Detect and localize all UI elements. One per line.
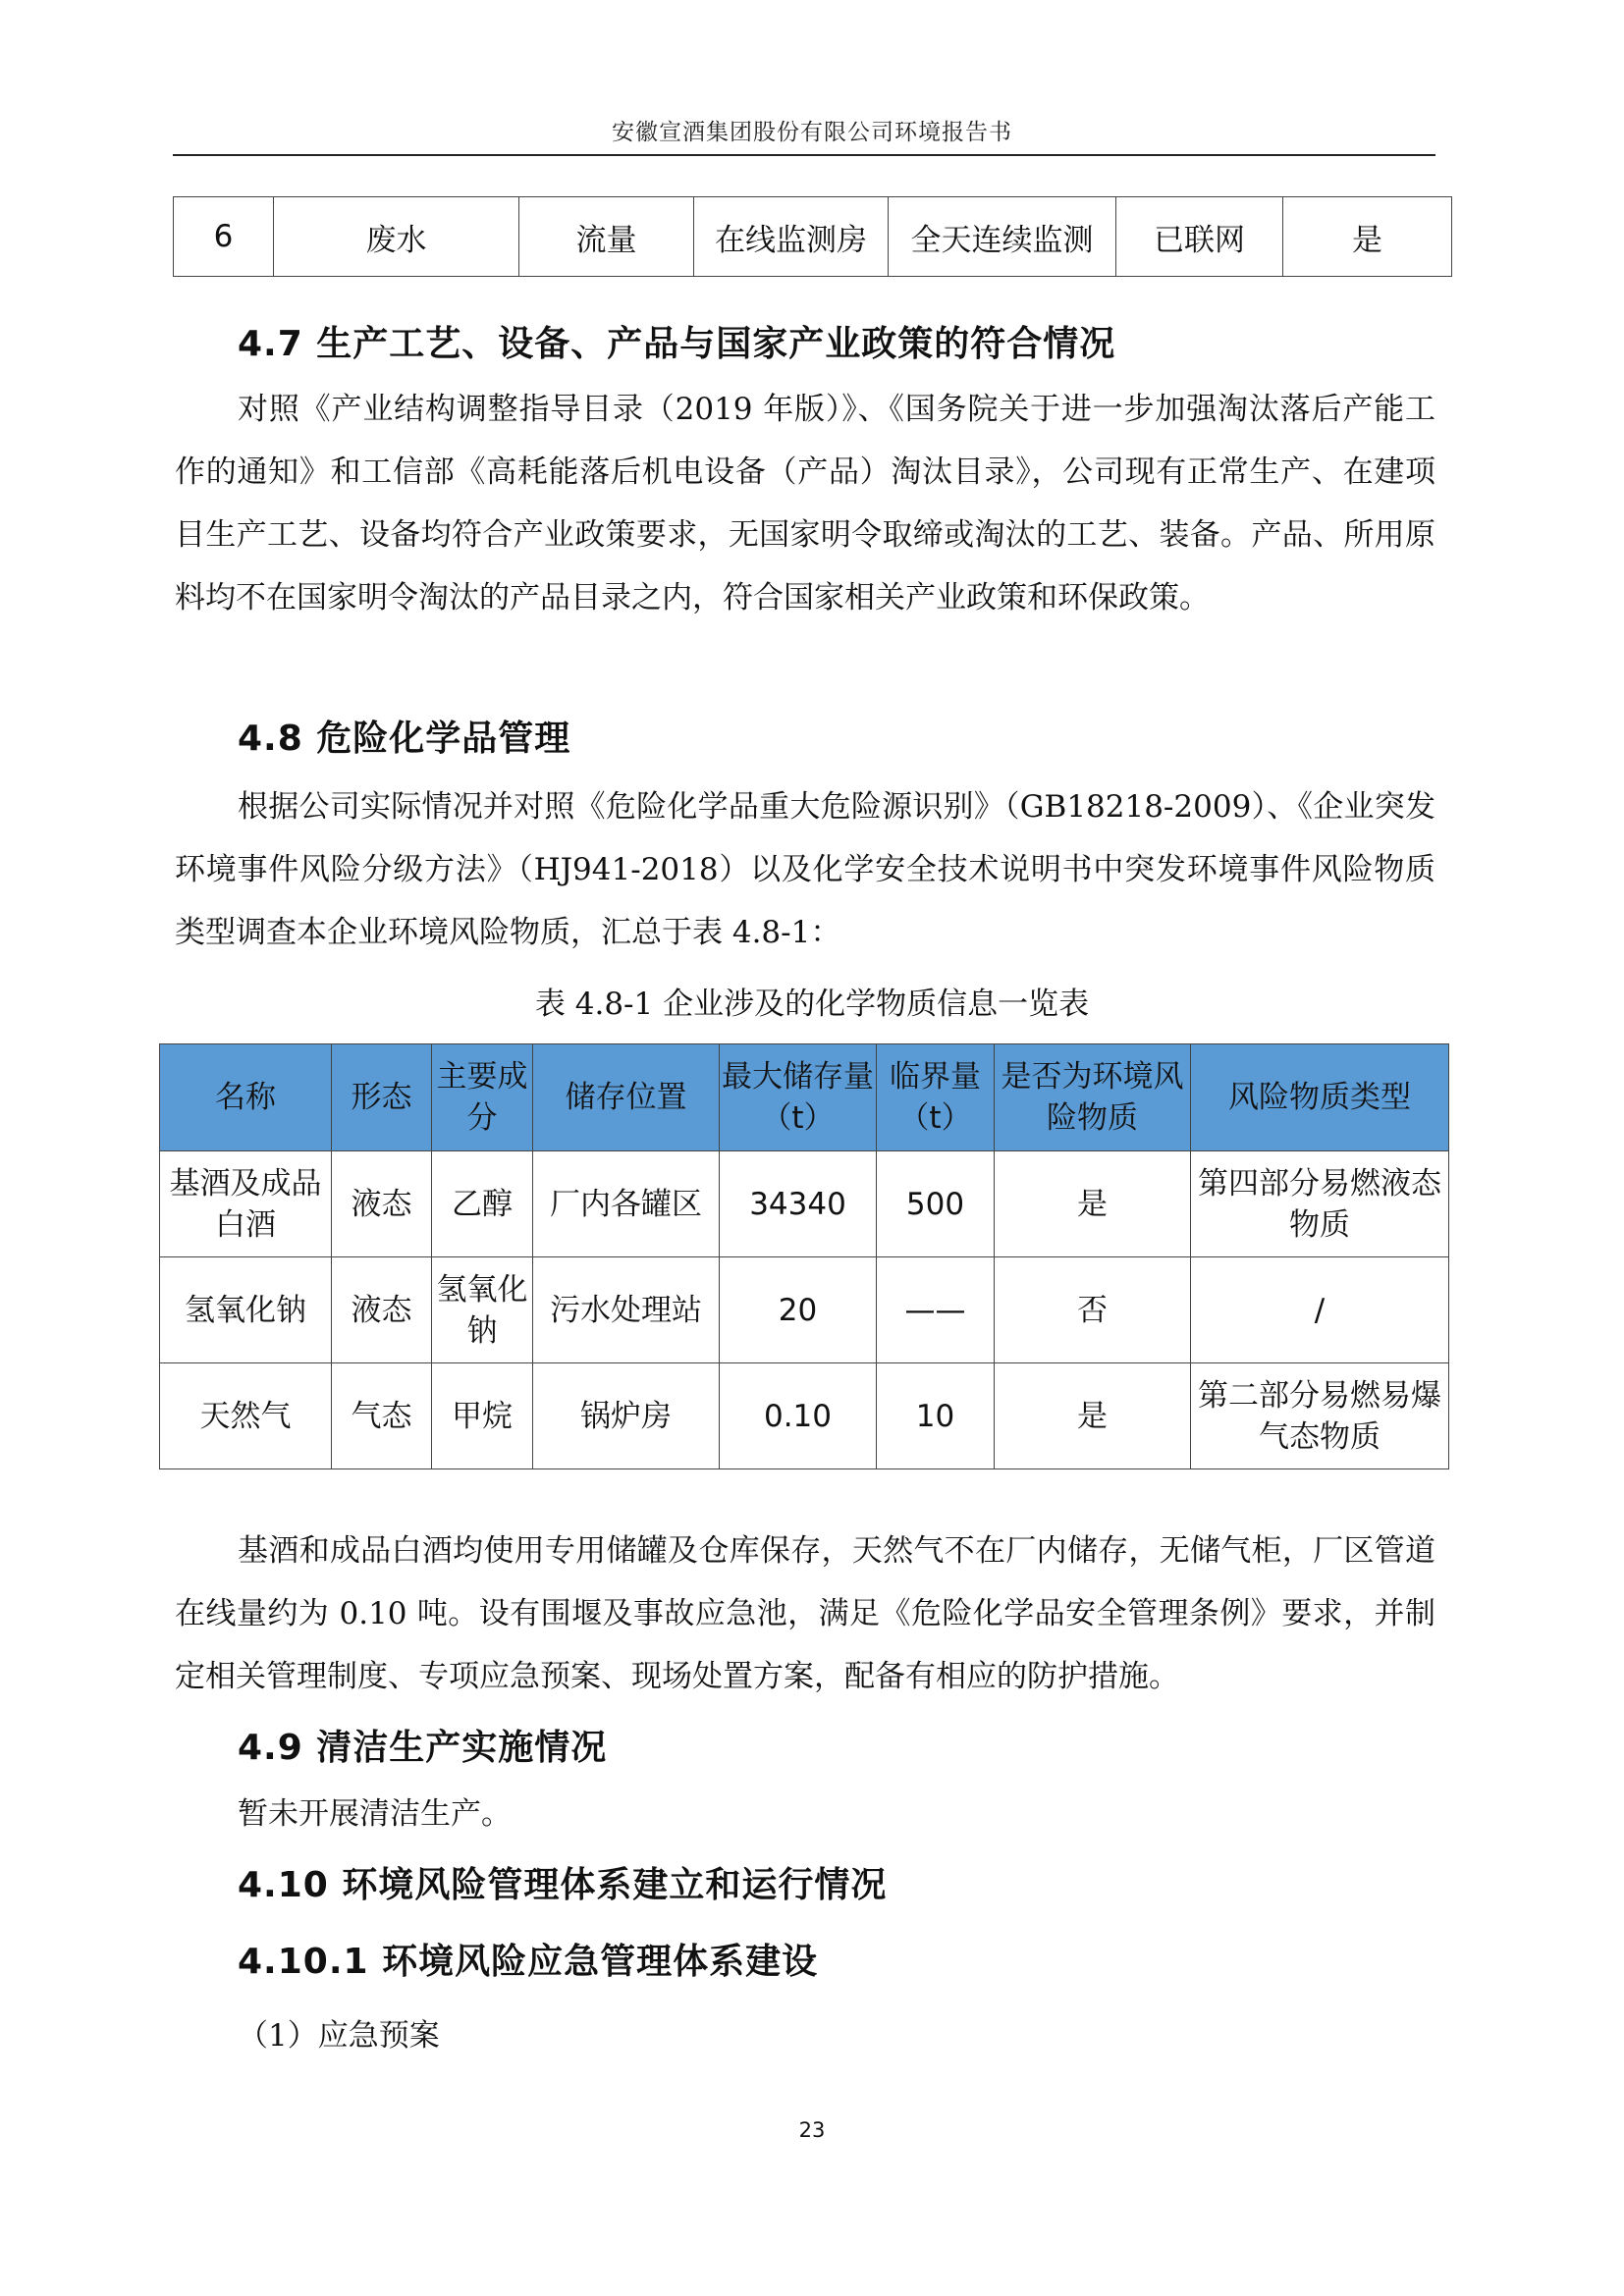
table-row [160,1363,1449,1469]
table-cell: 液态 [332,1257,432,1363]
header-divider [173,154,1435,156]
page-header-title: 安徽宣酒集团股份有限公司环境报告书 [612,120,1012,145]
table-cell: 氢氧化钠 [432,1257,533,1363]
section-heading-4-8: 4.8 危险化学品管理 [238,719,571,759]
column-header: 最大储存量（t） [720,1044,877,1151]
section-4-8-paragraph: 根据公司实际情况并对照《危险化学品重大危险源识别》（GB18218-2009）、《企业突发环境事件风险分级方法》（HJ941-2018）以及化学安全技术说明书中突发环境事件风险物质类型调查本企业环境风险物质，汇总于表 4.8-1： [175,789,1435,950]
section-4-9-text: 暂未开展清洁生产。 [238,1796,512,1832]
table-cell: 10 [877,1363,995,1469]
column-header: 储存位置 [533,1044,720,1151]
table-cell: 基酒及成品白酒 [160,1151,332,1257]
table-cell: 第四部分易燃液态物质 [1191,1151,1449,1257]
table-cell: 已联网 [1116,197,1283,277]
column-header: 主要成分 [432,1044,533,1151]
table-cell: 500 [877,1151,995,1257]
section-heading-4-9: 4.9 清洁生产实施情况 [238,1728,608,1768]
table-cell: 是 [995,1151,1191,1257]
table-cell: 全天连续监测 [889,197,1116,277]
table-cell: 天然气 [160,1363,332,1469]
table-cell: 污水处理站 [533,1257,720,1363]
chemical-substances-table [159,1043,1449,1469]
table-row [174,197,1452,277]
section-4-8-paragraph-after-table: 基酒和成品白酒均使用专用储罐及仓库保存，天然气不在厂内储存，无储气柜，厂区管道在线量约为 0.10 吨。设有围堰及事故应急池，满足《危险化学品安全管理条例》要求，并制定相关管理制度、专项应急预案、现场处置方案，配备有相应的防护措施。 [175,1533,1435,1694]
table-cell: 锅炉房 [533,1363,720,1469]
table-cell: 甲烷 [432,1363,533,1469]
table-cell: —— [877,1257,995,1363]
table-cell: 在线监测房 [694,197,889,277]
table-caption: 表 4.8-1 企业涉及的化学物质信息一览表 [534,987,1090,1022]
table-cell: 是 [995,1363,1191,1469]
table-cell: 否 [995,1257,1191,1363]
table-cell: 乙醇 [432,1151,533,1257]
table-cell: 6 [174,197,274,277]
table-cell: 流量 [519,197,694,277]
table-header-row [160,1044,1449,1151]
list-item-emergency-plan: （1）应急预案 [238,2018,440,2054]
column-header: 风险物质类型 [1191,1044,1449,1151]
table-cell: 厂内各罐区 [533,1151,720,1257]
table-cell: 0.10 [720,1363,877,1469]
table-cell: 液态 [332,1151,432,1257]
table-cell: 20 [720,1257,877,1363]
section-heading-4-7: 4.7 生产工艺、设备、产品与国家产业政策的符合情况 [238,324,1116,364]
table-row [160,1257,1449,1363]
table-cell: 第二部分易燃易爆气态物质 [1191,1363,1449,1469]
table-cell: 是 [1283,197,1452,277]
table-cell: 34340 [720,1151,877,1257]
table-row [160,1151,1449,1257]
subsection-heading-4-10-1: 4.10.1 环境风险应急管理体系建设 [238,1942,819,1982]
section-4-7-paragraph: 对照《产业结构调整指导目录（2019 年版）》、《国务院关于进一步加强淘汰落后产能工作的通知》和工信部《高耗能落后机电设备（产品）淘汰目录》，公司现有正常生产、在建项目生产工艺、设备均符合产业政策要求，无国家明令取缔或淘汰的工艺、装备。产品、所用原料均不在国家明令淘汰的产品目录之内，符合国家相关产业政策和环保政策。 [175,392,1435,615]
table-cell: 气态 [332,1363,432,1469]
table-cell: 氢氧化钠 [160,1257,332,1363]
column-header: 形态 [332,1044,432,1151]
column-header: 临界量（t） [877,1044,995,1151]
section-heading-4-10: 4.10 环境风险管理体系建立和运行情况 [238,1865,888,1905]
table-cell: 废水 [274,197,519,277]
page-number: 23 [798,2118,826,2142]
table-cell: / [1191,1257,1449,1363]
column-header: 是否为环境风险物质 [995,1044,1191,1151]
monitoring-table-continued [173,196,1452,277]
column-header: 名称 [160,1044,332,1151]
